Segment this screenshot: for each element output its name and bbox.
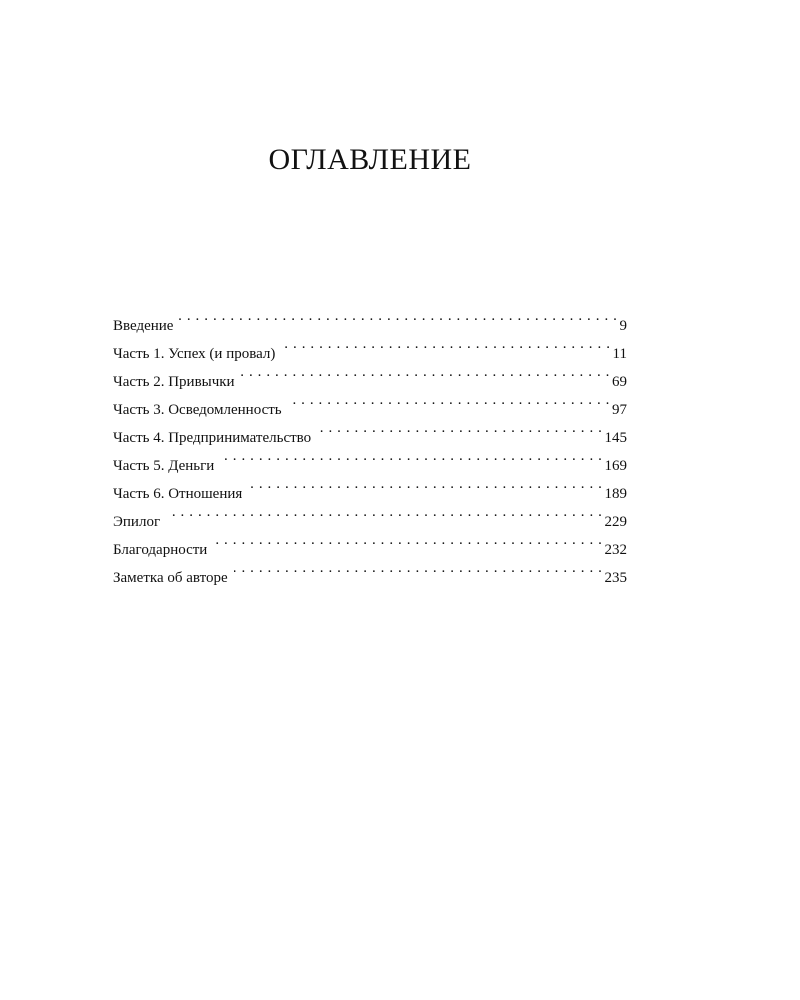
dot-leader: [213, 526, 602, 554]
toc-entry-title: Часть 2. Привычки: [113, 374, 235, 390]
toc-entry-title: Эпилог: [113, 514, 161, 530]
toc-entry-title: Введение: [113, 318, 174, 334]
dot-leader: [166, 498, 602, 526]
dot-leader: [281, 330, 610, 358]
toc-entry-title: Часть 6. Отношения: [113, 486, 243, 502]
toc-entry-page-number: 97: [612, 402, 627, 418]
toc-entry-title: Заметка об авторе: [113, 570, 228, 586]
toc-entry-title: Часть 5. Деньги: [113, 458, 215, 474]
toc-entry-page-number: 9: [619, 318, 627, 334]
dot-leader: [288, 386, 610, 414]
toc-entry-page-number: 169: [604, 458, 627, 474]
dot-leader: [179, 302, 617, 330]
toc-entry-part-1[interactable]: [113, 330, 627, 362]
toc-entry-page-number: 229: [604, 514, 627, 530]
dot-leader: [220, 442, 602, 470]
toc-entry-page-number: 232: [604, 542, 627, 558]
toc-entry-acknowledgements[interactable]: [113, 526, 627, 558]
toc-entry-page-number: 189: [604, 486, 627, 502]
toc-entry-page-number: 145: [604, 430, 627, 446]
table-of-contents: [113, 302, 627, 586]
dot-leader: [241, 358, 610, 386]
toc-entry-page-number: 69: [612, 374, 627, 390]
toc-entry-introduction[interactable]: [113, 302, 627, 334]
toc-entry-title: Благодарности: [113, 542, 208, 558]
toc-entry-page-number: 235: [604, 570, 627, 586]
dot-leader: [248, 470, 602, 498]
dot-leader: [317, 414, 602, 442]
page-title: ОГЛАВЛЕНИЕ: [268, 143, 472, 176]
toc-entry-page-number: 11: [612, 346, 627, 362]
dot-leader: [234, 554, 603, 582]
toc-entry-title: Часть 3. Осведомленность: [113, 402, 282, 418]
toc-entry-title: Часть 1. Успех (и провал): [113, 346, 276, 362]
toc-entry-epilogue[interactable]: [113, 498, 627, 530]
toc-entry-title: Часть 4. Предпринимательство: [113, 430, 312, 446]
